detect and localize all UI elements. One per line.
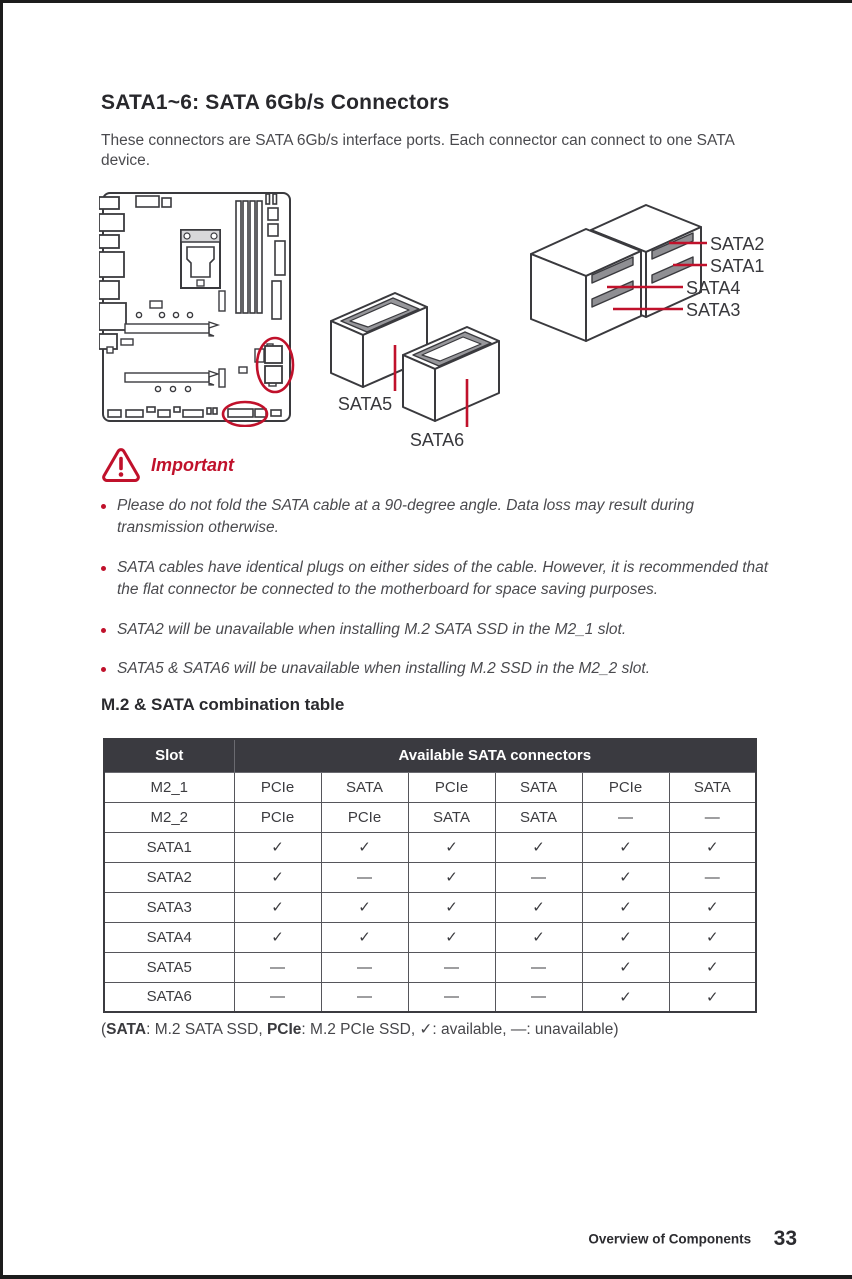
availability-cell: PCIe: [321, 802, 408, 832]
slot-cell: SATA1: [104, 832, 234, 862]
sata1-label: SATA1: [710, 256, 765, 276]
caption-text: : M.2 PCIe SSD, ✓: available, —: unavailable): [301, 1021, 619, 1038]
availability-cell: ✓: [234, 892, 321, 922]
availability-cell: ✓: [408, 862, 495, 892]
availability-cell: SATA: [669, 772, 756, 802]
availability-cell: ✓: [582, 952, 669, 982]
availability-cell: —: [408, 952, 495, 982]
important-section: [101, 447, 777, 698]
availability-cell: ✓: [582, 982, 669, 1012]
sata4-sata3-connector: [531, 229, 641, 341]
availability-cell: PCIe: [234, 772, 321, 802]
important-bullet: [101, 495, 777, 540]
availability-cell: —: [582, 802, 669, 832]
table-row: [104, 892, 756, 922]
availability-cell: PCIe: [408, 772, 495, 802]
availability-cell: ✓: [408, 922, 495, 952]
table-row: [104, 922, 756, 952]
availability-cell: ✓: [495, 832, 582, 862]
table-row: [104, 862, 756, 892]
availability-cell: —: [495, 982, 582, 1012]
intro-paragraph: These connectors are SATA 6Gb/s interface ports. Each connector can connect to one SATA device.: [101, 132, 734, 170]
availability-cell: —: [495, 862, 582, 892]
combination-table-body: [104, 772, 756, 1012]
slot-cell: SATA4: [104, 922, 234, 952]
availability-cell: —: [669, 802, 756, 832]
bullet-text: SATA5 & SATA6 will be unavailable when installing M.2 SSD in the M2_2 slot.: [117, 660, 651, 678]
footer-section-title: Overview of Components: [588, 1231, 752, 1247]
availability-cell: ✓: [495, 892, 582, 922]
bullet-text: Please do not fold the SATA cable at a 90-degree angle. Data loss may result during transmission otherwise.: [117, 497, 694, 537]
table-caption: [101, 1020, 619, 1039]
sata6-label: SATA6: [409, 430, 465, 450]
availability-cell: PCIe: [582, 772, 669, 802]
availability-cell: —: [408, 982, 495, 1012]
availability-cell: ✓: [234, 922, 321, 952]
availability-cell: —: [321, 952, 408, 982]
availability-cell: SATA: [321, 772, 408, 802]
bullet-text: SATA cables have identical plugs on either sides of the cable. However, it is recommended that the flat connector be connected to the motherboard for space saving purposes.: [117, 558, 769, 599]
caption-pcie-term: PCIe: [266, 1021, 302, 1038]
availability-cell: SATA: [408, 802, 495, 832]
bullet-dot: [101, 566, 106, 571]
combination-table: [103, 738, 757, 1013]
table-section-heading: M.2 & SATA combination table: [101, 695, 345, 714]
availability-cell: ✓: [321, 892, 408, 922]
sata1-4-illustration: [501, 179, 773, 357]
important-heading: Important: [151, 454, 234, 475]
important-bullet: [101, 658, 777, 680]
page-footer: [3, 1227, 797, 1251]
bullet-dot: [101, 628, 106, 633]
availability-cell: ✓: [582, 832, 669, 862]
availability-cell: ✓: [582, 862, 669, 892]
column-header-available: Available SATA connectors: [234, 739, 756, 772]
availability-cell: ✓: [321, 832, 408, 862]
page-title: SATA1~6: SATA 6Gb/s Connectors: [101, 91, 450, 114]
slot-cell: SATA2: [104, 862, 234, 892]
sata4-label: SATA4: [686, 278, 741, 298]
slot-cell: M2_2: [104, 802, 234, 832]
availability-cell: ✓: [669, 922, 756, 952]
table-row: [104, 982, 756, 1012]
availability-cell: ✓: [408, 832, 495, 862]
slot-cell: M2_1: [104, 772, 234, 802]
availability-cell: ✓: [321, 922, 408, 952]
slot-cell: SATA6: [104, 982, 234, 1012]
caption-sata-term: SATA: [106, 1021, 147, 1038]
caption-text: (: [101, 1021, 107, 1038]
availability-cell: ✓: [495, 922, 582, 952]
availability-cell: ✓: [234, 832, 321, 862]
availability-cell: ✓: [582, 892, 669, 922]
availability-cell: ✓: [669, 892, 756, 922]
availability-cell: ✓: [408, 892, 495, 922]
important-bullet: [101, 619, 777, 641]
availability-cell: —: [495, 952, 582, 982]
availability-cell: PCIe: [234, 802, 321, 832]
motherboard-diagram: [99, 181, 299, 427]
bullet-dot: [101, 667, 106, 672]
availability-cell: —: [321, 982, 408, 1012]
availability-cell: SATA: [495, 772, 582, 802]
caption-text: : M.2 SATA SSD,: [146, 1021, 267, 1038]
availability-cell: ✓: [669, 832, 756, 862]
table-row: [104, 772, 756, 802]
availability-cell: ✓: [582, 922, 669, 952]
availability-cell: —: [234, 952, 321, 982]
availability-cell: —: [234, 982, 321, 1012]
availability-cell: ✓: [669, 982, 756, 1012]
cpu-socket: [181, 230, 220, 288]
slot-cell: SATA5: [104, 952, 234, 982]
sata2-label: SATA2: [710, 234, 765, 254]
bullet-text: SATA2 will be unavailable when installing M.2 SATA SSD in the M2_1 slot.: [117, 620, 627, 638]
slot-cell: SATA3: [104, 892, 234, 922]
bullet-dot: [101, 504, 106, 509]
availability-cell: SATA: [495, 802, 582, 832]
availability-cell: ✓: [234, 862, 321, 892]
availability-cell: ✓: [669, 952, 756, 982]
table-row: [104, 832, 756, 862]
table-row: [104, 952, 756, 982]
warning-triangle-icon: [101, 447, 141, 483]
sata5-sata6-illustration: [321, 279, 516, 451]
sata5-label: SATA5: [337, 394, 393, 414]
availability-cell: —: [321, 862, 408, 892]
footer-page-number: 33: [773, 1227, 797, 1250]
column-header-slot: Slot: [104, 739, 234, 772]
table-header-row: [104, 739, 756, 772]
availability-cell: —: [669, 862, 756, 892]
table-row: [104, 802, 756, 832]
sata3-label: SATA3: [686, 300, 741, 320]
rear-io-ports: [99, 197, 126, 349]
important-bullet: [101, 557, 777, 602]
